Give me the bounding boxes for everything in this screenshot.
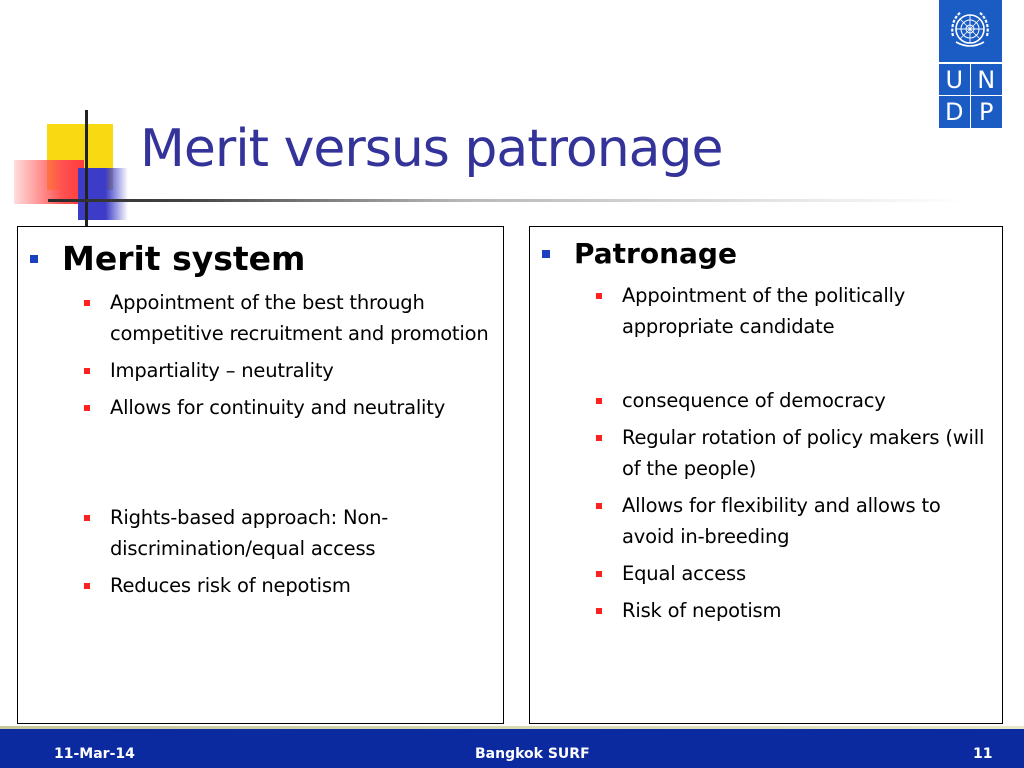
list-item bbox=[596, 595, 996, 626]
list-item-text: Equal access bbox=[622, 562, 746, 585]
list-item-text: Reduces risk of nepotism bbox=[110, 574, 351, 597]
list-item-text: Risk of nepotism bbox=[622, 599, 782, 622]
bullet-square-icon bbox=[84, 405, 90, 411]
slide-title: Merit versus patronage bbox=[140, 119, 723, 179]
list-item bbox=[84, 355, 494, 386]
patronage-list bbox=[596, 280, 996, 632]
logo-letters bbox=[939, 64, 1002, 128]
list-item bbox=[84, 570, 494, 601]
bullet-square-icon bbox=[84, 515, 90, 521]
list-item-text: Appointment of the best through competitive recruitment and promotion bbox=[110, 291, 489, 345]
bullet-square-icon bbox=[30, 255, 38, 263]
decorative-red-square bbox=[14, 160, 84, 204]
bullet-square-icon bbox=[84, 368, 90, 374]
list-item bbox=[84, 392, 494, 423]
bullet-square-icon bbox=[596, 571, 602, 577]
merit-system-box bbox=[17, 226, 504, 724]
list-item bbox=[596, 422, 996, 484]
list-item bbox=[596, 280, 996, 342]
list-item-text: Allows for continuity and neutrality bbox=[110, 396, 446, 419]
merit-heading-row bbox=[30, 239, 305, 278]
title-underline bbox=[48, 199, 968, 202]
list-item-text: Regular rotation of policy makers (will of the people) bbox=[622, 426, 985, 480]
bullet-square-icon bbox=[596, 293, 602, 299]
list-item bbox=[596, 558, 996, 589]
bullet-square-icon bbox=[596, 398, 602, 404]
bullet-square-icon bbox=[84, 300, 90, 306]
list-item bbox=[596, 490, 996, 552]
undp-logo bbox=[939, 0, 1002, 128]
list-item bbox=[84, 287, 494, 349]
footer-date: 11-Mar-14 bbox=[54, 746, 135, 762]
merit-heading: Merit system bbox=[62, 239, 306, 278]
list-item-text: Allows for flexibility and allows to avoid in-breeding bbox=[622, 494, 941, 548]
bullet-square-icon bbox=[596, 503, 602, 509]
slide-footer bbox=[0, 729, 1024, 768]
patronage-box bbox=[529, 226, 1003, 724]
bullet-square-icon bbox=[596, 608, 602, 614]
logo-letter: P bbox=[979, 98, 994, 126]
list-item-text: consequence of democracy bbox=[622, 389, 886, 412]
patronage-heading: Patronage bbox=[574, 237, 737, 270]
footer-event: Bangkok SURF bbox=[475, 746, 590, 762]
logo-letter: D bbox=[939, 96, 971, 128]
list-item-text: Impartiality – neutrality bbox=[110, 359, 334, 382]
logo-letter: U bbox=[939, 64, 971, 96]
bullet-square-icon bbox=[84, 583, 90, 589]
list-item bbox=[596, 385, 996, 416]
merit-list bbox=[84, 287, 494, 607]
bullet-square-icon bbox=[542, 250, 550, 258]
list-item-text: Appointment of the politically appropriate candidate bbox=[622, 284, 906, 338]
bullet-square-icon bbox=[596, 435, 602, 441]
un-emblem-icon bbox=[947, 6, 993, 52]
decorative-vertical-line bbox=[85, 110, 88, 228]
page-number: 11 bbox=[973, 746, 993, 762]
list-item-text: Rights-based approach: Non-discrimination/equal access bbox=[110, 506, 389, 560]
patronage-heading-row bbox=[542, 237, 737, 270]
list-item bbox=[84, 502, 494, 564]
logo-letter: N bbox=[971, 64, 1003, 96]
